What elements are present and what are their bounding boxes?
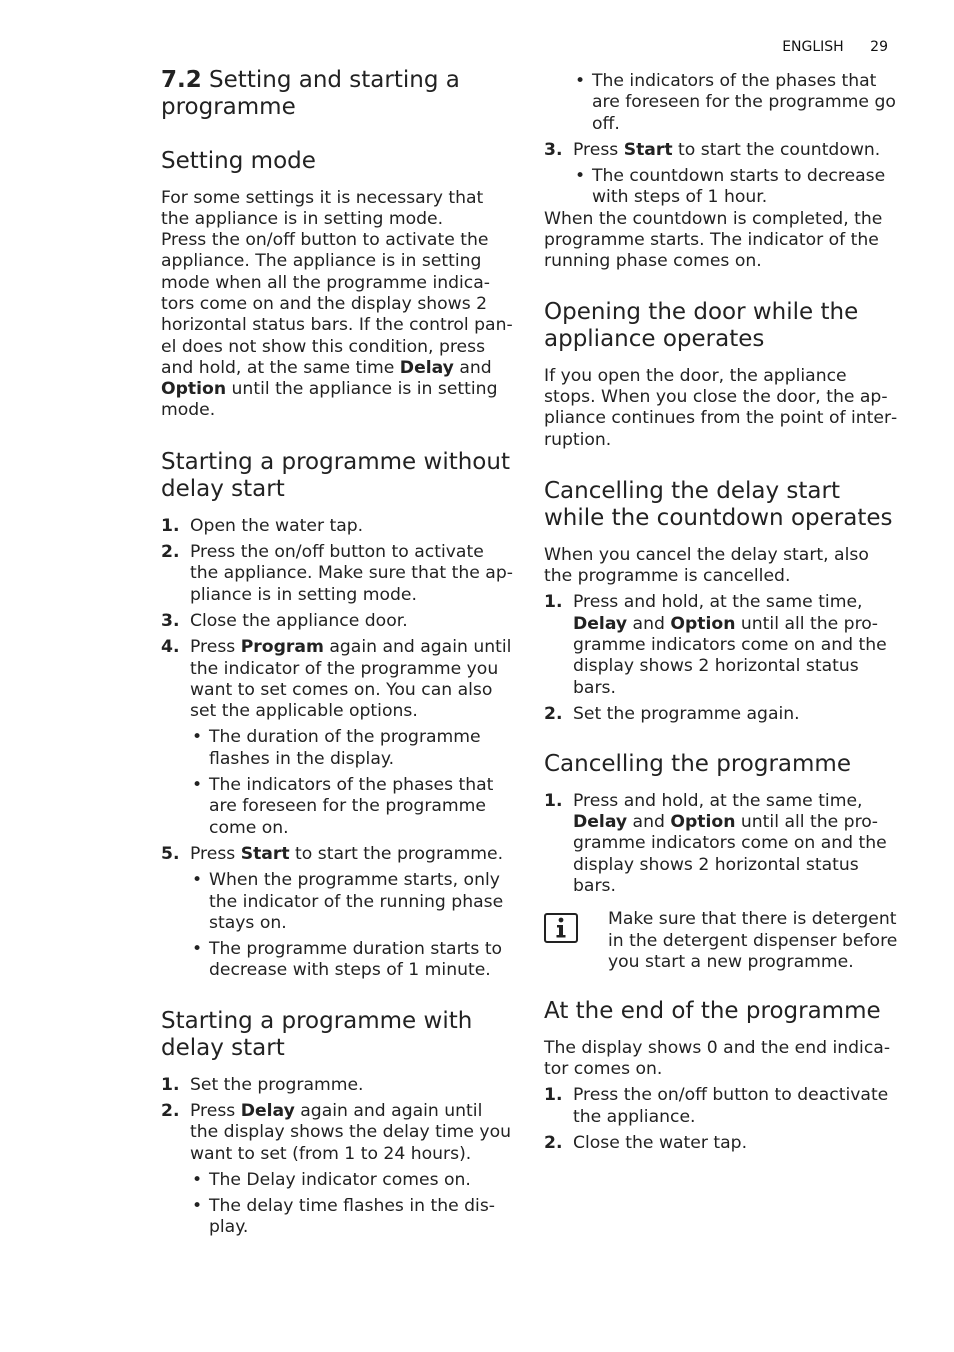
list-item: 2. Press Delay again and again until the display shows the delay time you want to set (from 1 to 24 hours). • The Delay indicator comes on. • The delay time flashes in the display. xyxy=(161,1101,513,1239)
without-delay-heading: Starting a programme without delay start xyxy=(161,448,510,503)
with-delay-steps xyxy=(161,1075,513,1239)
cancel-delay-text: When you cancel the delay start, also the programme is cancelled. xyxy=(544,544,869,587)
language-label: ENGLISH xyxy=(782,39,844,55)
info-note xyxy=(544,909,900,973)
bullet-item: • The duration of the programme flashes in the display. xyxy=(190,727,513,770)
info-icon xyxy=(544,913,578,943)
bullet-item: • The programme duration starts to decrease with steps of 1 minute. xyxy=(190,939,513,982)
info-text: Make sure that there is detergent in the detergent dispenser before you start a new programme. xyxy=(608,909,898,972)
list-item: 3. Press Start to start the countdown. • The countdown starts to decrease with steps of 1 hour. xyxy=(544,140,900,209)
without-delay-steps xyxy=(161,516,513,982)
bullet-item: • The indicators of the phases that are foreseen for the programme come on. xyxy=(190,775,513,839)
list-item: 1. Press and hold, at the same time, Delay and Option until all the programme indicators come on and the display shows 2 horizontal status bars. xyxy=(544,790,887,896)
cancel-programme-heading: Cancelling the programme xyxy=(544,751,851,778)
cancel-delay-heading: Cancelling the delay start while the countdown operates xyxy=(544,477,893,532)
section-number: 7.2 xyxy=(161,67,202,93)
cancel-programme-steps xyxy=(544,791,900,897)
section-title xyxy=(161,67,513,121)
end-steps xyxy=(544,1085,900,1154)
end-heading: At the end of the programme xyxy=(544,998,881,1025)
bullet-item: • When the programme starts, only the indicator of the running phase stays on. xyxy=(190,870,513,934)
left-column xyxy=(161,67,513,1239)
list-item: 2. Set the programme again. xyxy=(544,703,800,724)
list-item: 2. Press the on/off button to activate the appliance. Make sure that the appliance is in setting mode. xyxy=(161,542,513,605)
setting-mode-heading: Setting mode xyxy=(161,148,316,174)
bullet-item: • The Delay indicator comes on. xyxy=(190,1170,513,1191)
bullet-item: • The countdown starts to decrease with steps of 1 hour. xyxy=(573,166,900,209)
list-item: 1. Open the water tap. xyxy=(161,515,364,536)
list-item: 5. Press Start to start the programme. • When the programme starts, only the indicator of the running phase stays on. • The programme duration starts to decrease with steps of 1 minute. xyxy=(161,844,513,982)
countdown-text: When the countdown is completed, the programme starts. The indicator of the running phase comes on. xyxy=(544,208,883,272)
page-number: 29 xyxy=(870,39,888,55)
setting-mode-text: Press the on/off button to activate the appliance. The appliance is in setting mode when all the programme indicators come on and the display shows 2 horizontal status bars. If the control panel does not show this condition, press and hold, at the same time Delay and Option until the appliance is in setting mode. xyxy=(161,230,513,421)
bullet-item: • The indicators of the phases that are foreseen for the programme go off. xyxy=(573,71,900,135)
list-item: 2. Close the water tap. xyxy=(544,1132,748,1153)
bullet-item: • The delay time flashes in the display. xyxy=(190,1196,513,1239)
setting-mode-intro: For some settings it is necessary that the appliance is in setting mode. xyxy=(161,187,484,229)
door-heading: Opening the door while the appliance operates xyxy=(544,298,859,353)
with-delay-heading: Starting a programme with delay start xyxy=(161,1007,473,1062)
list-item: 1. Press the on/off button to deactivate the appliance. xyxy=(544,1085,889,1127)
right-column xyxy=(544,71,900,1154)
list-item: 1. Press and hold, at the same time, Delay and Option until all the programme indicators come on and the display shows 2 horizontal status bars. xyxy=(544,592,887,698)
end-text: The display shows 0 and the end indicator comes on. xyxy=(544,1037,891,1079)
door-text: If you open the door, the appliance stops. When you close the door, the appliance continues from the point of interruption. xyxy=(544,365,898,450)
list-item: 1. Set the programme. xyxy=(161,1074,364,1095)
list-item: 4. Press Program again and again until the indicator of the programme you want to set comes on. You can also set the applicable options. • The duration of the programme flashes in the display. • The indicators of the phases that are foreseen for the programme come on. xyxy=(161,637,513,839)
list-item: 3. Close the appliance door. xyxy=(161,610,408,631)
info-icon-glyph xyxy=(553,917,569,939)
section-title-text: Setting and starting a programme xyxy=(161,67,460,120)
page-header xyxy=(782,39,888,55)
cancel-delay-steps xyxy=(544,592,900,725)
